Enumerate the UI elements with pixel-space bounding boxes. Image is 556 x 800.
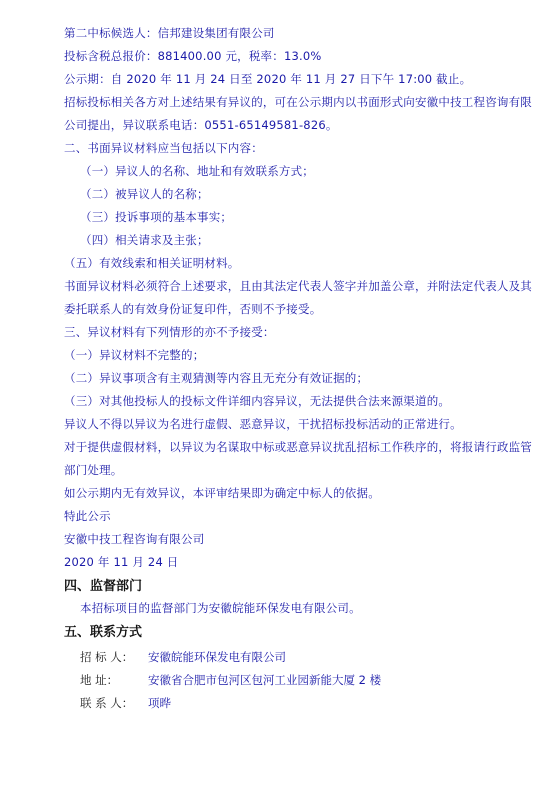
contact-value: 项晔 bbox=[148, 696, 171, 710]
false-material-line-2: 部门处理。 bbox=[64, 463, 123, 477]
section-two-item-5: （五）有效线索和相关证明材料。 bbox=[64, 256, 240, 270]
section-two-item-3: （三）投诉事项的基本事实； bbox=[80, 210, 233, 224]
publicity-period-line: 公示期：自 2020 年 11 月 24 日至 2020 年 11 月 27 日下午 17:00 截止。 bbox=[64, 72, 472, 86]
contact-row-person bbox=[80, 695, 171, 711]
contact-row-address bbox=[80, 672, 381, 688]
objection-contact-line-2: 公司提出，异议联系电话：0551-65149581-826。 bbox=[64, 118, 338, 132]
bid-price-line: 投标含税总报价：881400.00 元，税率：13.0% bbox=[64, 49, 322, 63]
false-objection-line: 异议人不得以异议为名进行虚假、恶意异议，干扰招标投标活动的正常进行。 bbox=[64, 417, 462, 431]
section-three-item-2: （二）异议事项含有主观猜测等内容且无充分有效证据的； bbox=[64, 371, 369, 385]
contact-value: 安徽皖能环保发电有限公司 bbox=[148, 650, 286, 664]
section-two-item-1: （一）异议人的名称、地址和有效联系方式； bbox=[80, 164, 314, 178]
contact-label: 联 系 人： bbox=[80, 696, 134, 710]
announcement-closing: 特此公示 bbox=[64, 509, 111, 523]
section-four-text: 本招标项目的监督部门为安徽皖能环保发电有限公司。 bbox=[80, 601, 361, 615]
contact-label: 招 标 人： bbox=[80, 650, 134, 664]
issue-date: 2020 年 11 月 24 日 bbox=[64, 555, 179, 569]
second-candidate-line: 第二中标候选人：信邦建设集团有限公司 bbox=[64, 26, 275, 40]
contact-label: 地 址： bbox=[80, 673, 119, 687]
section-two-item-2: （二）被异议人的名称； bbox=[80, 187, 209, 201]
section-three-item-3: （三）对其他投标人的投标文件详细内容异议，无法提供合法来源渠道的。 bbox=[64, 394, 451, 408]
section-five-heading: 五、联系方式 bbox=[64, 625, 143, 640]
false-material-line-1: 对于提供虚假材料，以异议为名谋取中标或恶意异议扰乱招标工作秩序的，将报请行政监管 bbox=[64, 440, 532, 454]
section-three-item-1: （一）异议材料不完整的； bbox=[64, 348, 205, 362]
no-objection-line: 如公示期内无有效异议，本评审结果即为确定中标人的依据。 bbox=[64, 486, 380, 500]
section-four-heading: 四、监督部门 bbox=[64, 579, 143, 594]
contact-value: 安徽省合肥市包河区包河工业园新能大厦 2 楼 bbox=[148, 673, 382, 687]
material-requirement-line-2: 委托联系人的有效身份证复印件，否则不予接受。 bbox=[64, 302, 322, 316]
issuer-name: 安徽中技工程咨询有限公司 bbox=[64, 532, 205, 546]
material-requirement-line-1: 书面异议材料必须符合上述要求，且由其法定代表人签字并加盖公章，并附法定代表人及其 bbox=[64, 279, 532, 293]
section-three-title: 三、异议材料有下列情形的亦不予接受： bbox=[64, 325, 275, 339]
objection-contact-line-1: 招标投标相关各方对上述结果有异议的，可在公示期内以书面形式向安徽中技工程咨询有限 bbox=[64, 95, 532, 109]
section-two-item-4: （四）相关请求及主张； bbox=[80, 233, 209, 247]
contact-row-tenderer bbox=[80, 649, 286, 665]
section-two-title: 二、书面异议材料应当包括以下内容： bbox=[64, 141, 263, 155]
